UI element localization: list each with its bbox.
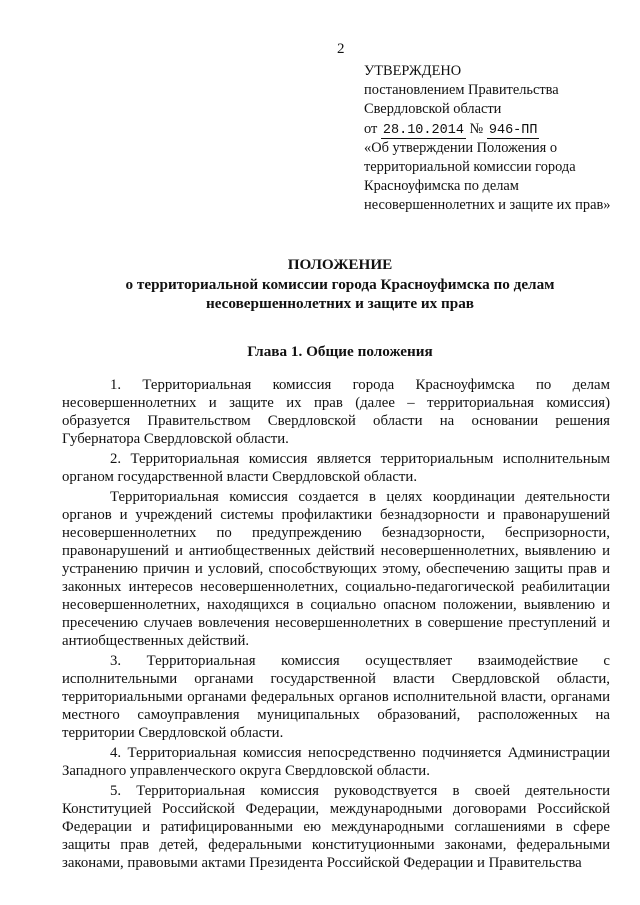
paragraph: 2. Территориальная комиссия является территориальным исполнительным органом государственной власти Свердловской области. <box>62 450 610 485</box>
approval-date: 28.10.2014 <box>382 122 464 138</box>
paragraph: 5. Территориальная комиссия руководствуется в своей деятельности Конституцией Российской Федерации, международными договорами Российской Федерации и ратифицированными ею международными соглашениями в сфере защиты прав детей, федеральными конституционными законами, федеральными законами, правовыми актами Президента Российской Федерации и Правительства <box>62 782 610 871</box>
title-heading: ПОЛОЖЕНИЕ <box>287 256 393 273</box>
approval-stamp <box>364 62 624 216</box>
approval-date-line <box>364 120 624 139</box>
title-line-1: о территориальной комиссии города Красноуфимска по делам <box>125 275 555 293</box>
approval-reference: «Об утверждении Положения о территориальной комиссии города Красноуфимска по делам несовершеннолетних и защите их прав» <box>364 139 611 214</box>
paragraph: 4. Территориальная комиссия непосредственно подчиняется Администрации Западного управленческого округа Свердловской области. <box>62 744 610 779</box>
title-line-2: несовершеннолетних и защите их прав <box>205 295 475 312</box>
paragraph: Территориальная комиссия создается в целях координации деятельности органов и учреждений системы профилактики безнадзорности и правонарушений несовершеннолетних по предупреждению безнадзорности, беспризорности, правонарушений и антиобщественных действий несовершеннолетних, выявлению и устранению причин и условий, способствующих этому, обеспечению защиты прав и законных интересов несовершеннолетних, социально-педагогической реабилитации несовершеннолетних, находящихся в социально опасном положении, выявлению и пресечению случаев вовлечения несовершеннолетних в совершение преступлений и антиобщественных действий. <box>62 488 610 650</box>
chapter-title: Глава 1. Общие положения <box>247 343 433 360</box>
paragraph: 1. Территориальная комиссия города Красноуфимска по делам несовершеннолетних и защите их прав (далее – территориальная комиссия) образуется Правительством Свердловской области на основании решения Губернатора Свердловской области. <box>62 377 610 448</box>
document-title <box>60 255 620 314</box>
approval-line-1: постановлением Правительства <box>364 82 559 99</box>
approval-heading: УТВЕРЖДЕНО <box>364 63 462 79</box>
number-prefix: № <box>469 120 484 137</box>
approval-number: 946-ПП <box>488 122 538 138</box>
date-prefix: от <box>364 120 378 137</box>
document-body <box>62 376 610 874</box>
approval-line-2: Свердловской области <box>364 101 502 118</box>
paragraph: 3. Территориальная комиссия осуществляет взаимодействие с исполнительными органами государственной власти Свердловской области, территориальными органами федеральных органов исполнительной власти, органами местного самоуправления муниципальных образований, расположенных на территории Свердловской области. <box>62 652 610 742</box>
page-number: 2 <box>337 41 345 57</box>
